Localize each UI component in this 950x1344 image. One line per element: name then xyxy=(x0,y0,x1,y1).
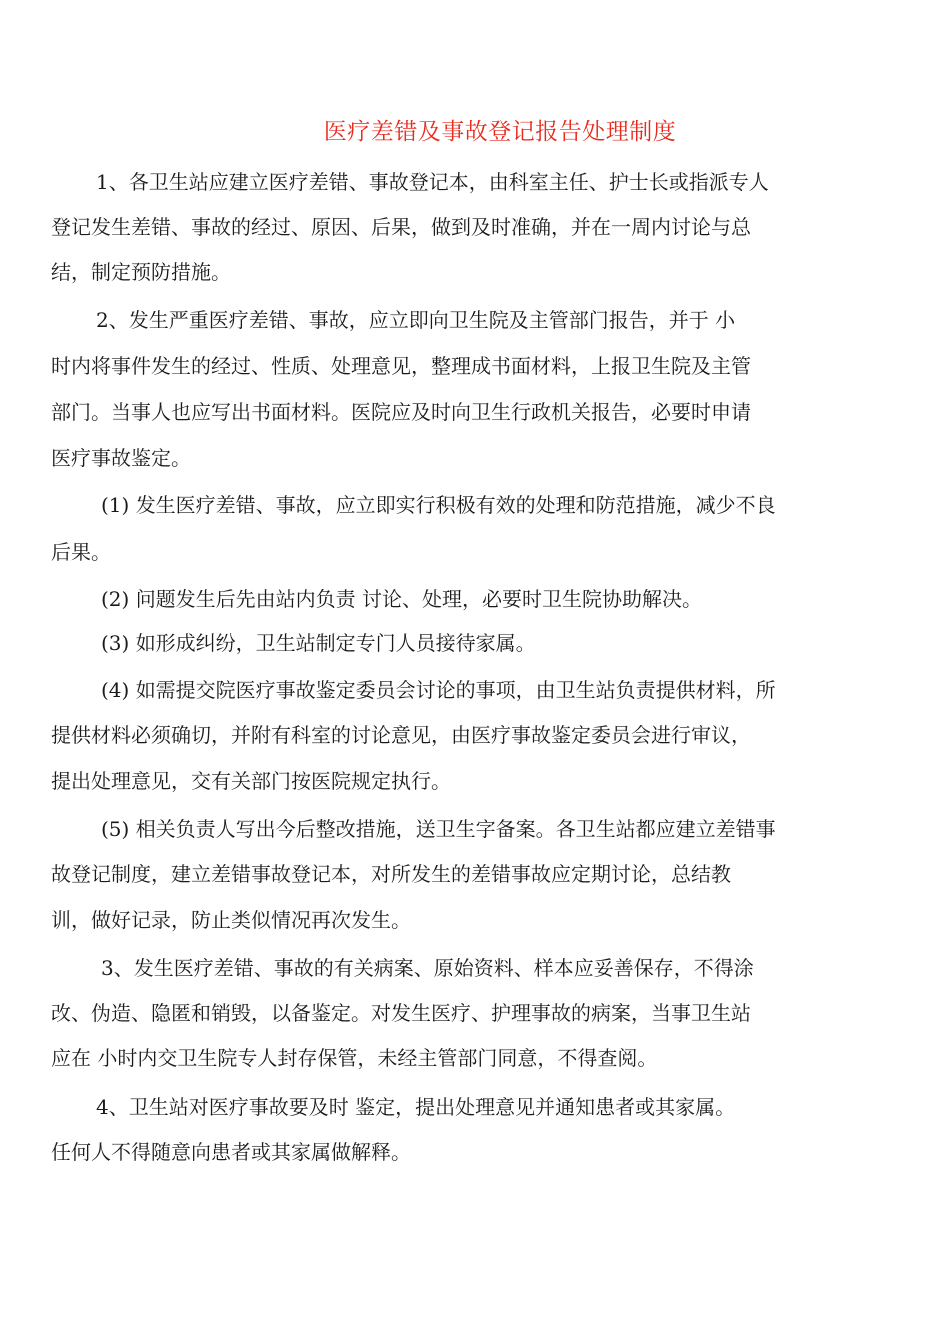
text-line: 提供材料必须确切，并附有科室的讨论意见，由医疗事故鉴定委员会进行审议， xyxy=(51,723,751,747)
text-line: 结，制定预防措施。 xyxy=(51,260,231,284)
text-line: 1、各卫生站应建立医疗差错、事故登记本，由科室主任、护士长或指派专人 xyxy=(96,170,769,194)
text-line: 提出处理意见，交有关部门按医院规定执行。 xyxy=(51,769,451,793)
text-line: 3、发生医疗差错、事故的有关病案、原始资料、样本应妥善保存，不得涂 xyxy=(101,956,754,980)
text-line: 2、发生严重医疗差错、事故，应立即向卫生院及主管部门报告，并于 小 xyxy=(96,308,736,332)
text-line: 任何人不得随意向患者或其家属做解释。 xyxy=(51,1140,411,1164)
text-line: 4、卫生站对医疗事故要及时 鉴定，提出处理意见并通知患者或其家属。 xyxy=(96,1095,736,1119)
text-line: (3) 如形成纠纷，卫生站制定专门人员接待家属。 xyxy=(101,631,536,655)
text-line: (4) 如需提交院医疗事故鉴定委员会讨论的事项，由卫生站负责提供材料，所 xyxy=(101,678,776,702)
text-line: 训，做好记录，防止类似情况再次发生。 xyxy=(51,908,411,932)
text-line: 后果。 xyxy=(51,540,111,564)
document-title: 医疗差错及事故登记报告处理制度 xyxy=(323,119,677,145)
text-line: 医疗事故鉴定。 xyxy=(51,446,191,470)
text-line: 部门。当事人也应写出书面材料。医院应及时向卫生行政机关报告，必要时申请 xyxy=(51,400,751,424)
text-line: 改、伪造、隐匿和销毁，以备鉴定。对发生医疗、护理事故的病案，当事卫生站 xyxy=(51,1001,751,1025)
text-line: 时内将事件发生的经过、性质、处理意见，整理成书面材料，上报卫生院及主管 xyxy=(51,354,751,378)
text-line: (2) 问题发生后先由站内负责 讨论、处理，必要时卫生院协助解决。 xyxy=(101,587,703,611)
text-line: (5) 相关负责人写出今后整改措施，送卫生字备案。各卫生站都应建立差错事 xyxy=(101,817,776,841)
text-line: 登记发生差错、事故的经过、原因、后果，做到及时准确，并在一周内讨论与总 xyxy=(51,215,751,239)
text-line: 应在 小时内交卫生院专人封存保管，未经主管部门同意，不得查阅。 xyxy=(51,1046,658,1070)
text-line: (1) 发生医疗差错、事故，应立即实行积极有效的处理和防范措施，减少不良 xyxy=(101,493,776,517)
text-line: 故登记制度，建立差错事故登记本，对所发生的差错事故应定期讨论，总结教 xyxy=(51,862,731,886)
